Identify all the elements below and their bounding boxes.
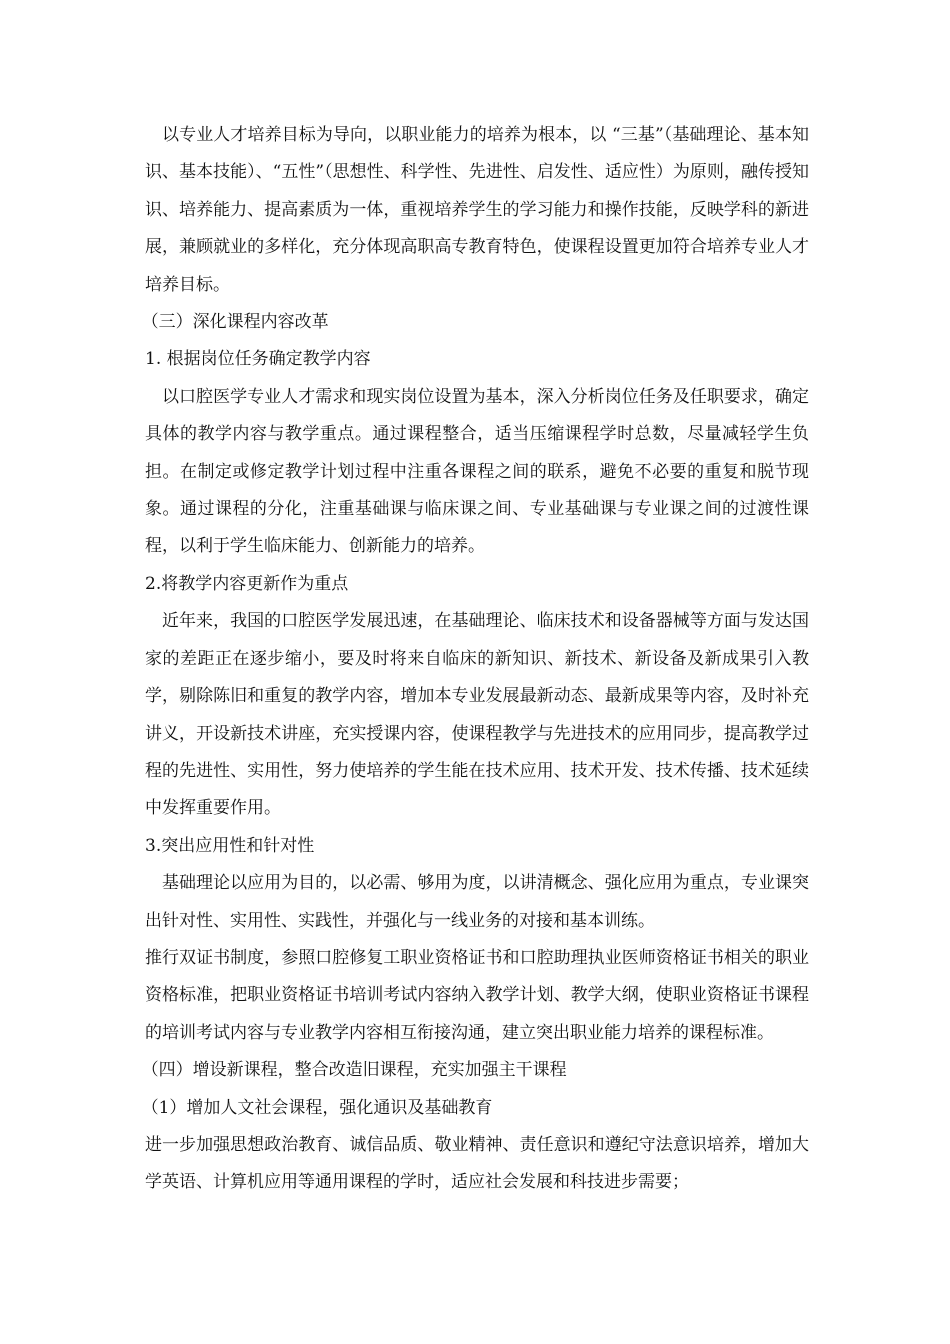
subheading-humanities: （1）增加人文社会课程，强化通识及基础教育 [141,1097,493,1118]
subheading-2: 2.将教学内容更新作为重点 [145,573,349,594]
document-page [141,117,809,1202]
section-heading-3: （三）深化课程内容改革 [141,312,329,333]
paragraph-general-education: 进一步加强思想政治教育、诚信品质、敬业精神、责任意识和遵纪守法意识培养，增加大学英语、计算机应用等通用课程的学时，适应社会发展和科技进步需要； [145,1134,809,1193]
paragraph-course-principles: 以专业人才培养目标为导向，以职业能力的培养为根本，以 “三基”（基础理论、基本知识、基本技能）、“五性”（思想性、科学性、先进性、启发性、适应性）为原则，融传授知识、培养能力、提高素质为一体，重视培养学生的学习能力和操作技能，反映学科的新进展，兼顾就业的多样化，充分体现高职高专教育特色，使课程设置更加符合培养专业人才培养目标。 [145,125,809,295]
paragraph-post-tasks: 以口腔医学专业人才需求和现实岗位设置为基本，深入分析岗位任务及任职要求，确定具体的教学内容与教学重点。通过课程整合，适当压缩课程学时总数，尽量减轻学生负担。在制定或修定教学计划过程中注重各课程之间的联系，避免不必要的重复和脱节现象。通过课程的分化，注重基础课与临床课之间、专业基础课与专业课之间的过渡性课程，以利于学生临床能力、创新能力的培养。 [145,386,809,557]
paragraph-content-update: 近年来，我国的口腔医学发展迅速，在基础理论、临床技术和设备器械等方面与发达国家的差距正在逐步缩小，要及时将来自临床的新知识、新技术、新设备及新成果引入教学，剔除陈旧和重复的教学内容，增加本专业发展最新动态、最新成果等内容，及时补充讲义，开设新技术讲座，充实授课内容，使课程教学与先进技术的应用同步，提高教学过程的先进性、实用性，努力使培养的学生能在技术应用、技术开发、技术传播、技术延续中发挥重要作用。 [145,611,809,819]
paragraph-dual-certificate: 推行双证书制度，参照口腔修复工职业资格证书和口腔助理执业医师资格证书相关的职业资格标准，把职业资格证书培训考试内容纳入教学计划、教学大纲，使职业资格证书课程的培训考试内容与专业教学内容相互衔接沟通，建立突出职业能力培养的课程标准。 [145,947,809,1043]
subheading-3: 3.突出应用性和针对性 [145,835,315,856]
paragraph-applicability: 基础理论以应用为目的，以必需、够用为度，以讲清概念、强化应用为重点，专业课突出针对性、实用性、实践性，并强化与一线业务的对接和基本训练。 [145,873,809,931]
subheading-1: 1. 根据岗位任务确定教学内容 [145,349,371,370]
section-heading-4: （四）增设新课程，整合改造旧课程，充实加强主干课程 [141,1060,567,1081]
